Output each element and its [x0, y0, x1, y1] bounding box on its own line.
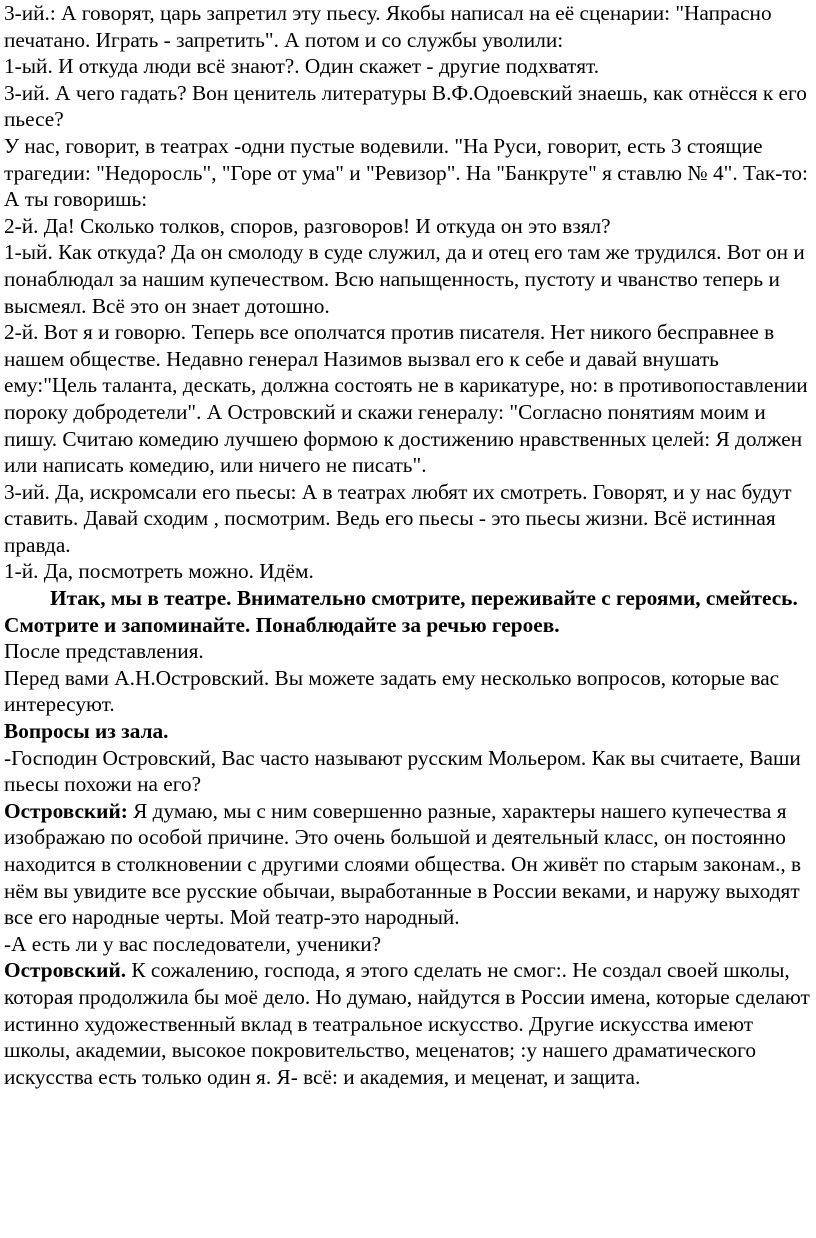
- dialogue-paragraph: 1-ый. И откуда люди всё знают?. Один скажет - другие подхватят.: [4, 54, 600, 79]
- questions-heading-text: Вопросы из зала.: [4, 719, 169, 744]
- answer-text: Я думаю, мы с ним совершенно разные, характеры нашего купечества я изображаю по особой причине. Это очень большой и деятельный класс, он постоянно находится в столкновении с другими слоями общества. Он живёт по старым законам., в нём вы увидите все русские обычаи, выработанные в России веками, и наружу выходят все его народные черты. Мой театр-это народный.: [4, 798, 802, 930]
- dialogue-paragraph: 1-ый. Как откуда? Да он смолоду в суде служил, да и отец его там же трудился. Вот он и понаблюдал за нашим купечеством. Всю напыщенность, пустоту и чванство теперь и высмеял. Всё это он знает дотошно.: [4, 240, 805, 318]
- dialogue-paragraph: 2-й. Вот я и говорю. Теперь все ополчатся против писателя. Нет никого бесправнее в нашем обществе. Недавно генерал Назимов вызвал его к себе и давай внушать ему:"Цель таланта, дескать, должна состоять не в карикатуре, но: в противопоставлении пороку добродетели". А Островский и скажи генералу: "Согласно понятиям моим и пишу. Считаю комедию лучшею формою к достижению нравственных целей: Я должен или написать комедию, или ничего не писать".: [4, 320, 808, 478]
- speaker-name: Островский.: [4, 958, 127, 983]
- bold-intro-paragraph: [4, 585, 812, 638]
- dialogue-paragraph: У нас, говорит, в театрах -одни пустые водевили. "На Руси, говорит, есть 3 стоящие трагедии: "Недоросль", "Горе от ума" и "Ревизор". На "Банкруте" я ставлю № 4". Так-то: А ты говоришь:: [4, 133, 808, 212]
- dialogue-paragraph: 2-й. Да! Сколько толков, споров, разговоров! И откуда он это взял?: [4, 213, 611, 238]
- answer-paragraph: [4, 798, 812, 931]
- dialogue-paragraph: 3-ий. Да, искромсали его пьесы: А в театрах любят их смотреть. Говорят, и у нас будут ставить. Давай сходим , посмотрим. Ведь его пьесы - это пьесы жизни. Всё истинная правда.: [4, 479, 792, 557]
- answer-paragraph: [4, 957, 812, 1090]
- dialogue-paragraph: 1-й. Да, посмотреть можно. Идём.: [4, 559, 314, 584]
- speaker-name: Островский:: [4, 798, 128, 823]
- bold-intro-text: Итак, мы в театре. Внимательно смотрите, переживайте с героями, смейтесь. Смотрите и запоминайте. Понаблюдайте за речью героев.: [4, 586, 798, 637]
- question-paragraph: -Господин Островский, Вас часто называют русским Мольером. Как вы считаете, Ваши пьесы похожи на его?: [4, 745, 801, 797]
- answer-text: К сожалению, господа, я этого сделать не смог:. Не создал своей школы, которая продолжила бы моё дело. Но думаю, найдутся в России имена, которые сделают истинно художественный вклад в театральное искусство. Другие искусства имеют школы, академии, высокое покровительство, меценатов; :у нашего драматического искусства есть только один я. Я- всё: и академия, и меценат, и защита.: [4, 958, 810, 1089]
- dialogue-paragraph: 3-ий.: А говорят, царь запретил эту пьесу. Якобы написал на её сценарии: "Напрасно печатано. Играть - запретить". А потом и со службы уволили:: [4, 1, 772, 52]
- questions-heading: [4, 718, 812, 745]
- intro-ostrovsky-paragraph: Перед вами А.Н.Островский. Вы можете задать ему несколько вопросов, которые вас интересуют.: [4, 665, 780, 717]
- after-show-line: После представления.: [4, 639, 204, 664]
- dialogue-paragraph: 3-ий. А чего гадать? Вон ценитель литературы В.Ф.Одоевский знаешь, как отнёсся к его пьесе?: [4, 80, 807, 132]
- document-body: [4, 0, 812, 1090]
- question-paragraph: -А есть ли у вас последователи, ученики?: [4, 931, 382, 956]
